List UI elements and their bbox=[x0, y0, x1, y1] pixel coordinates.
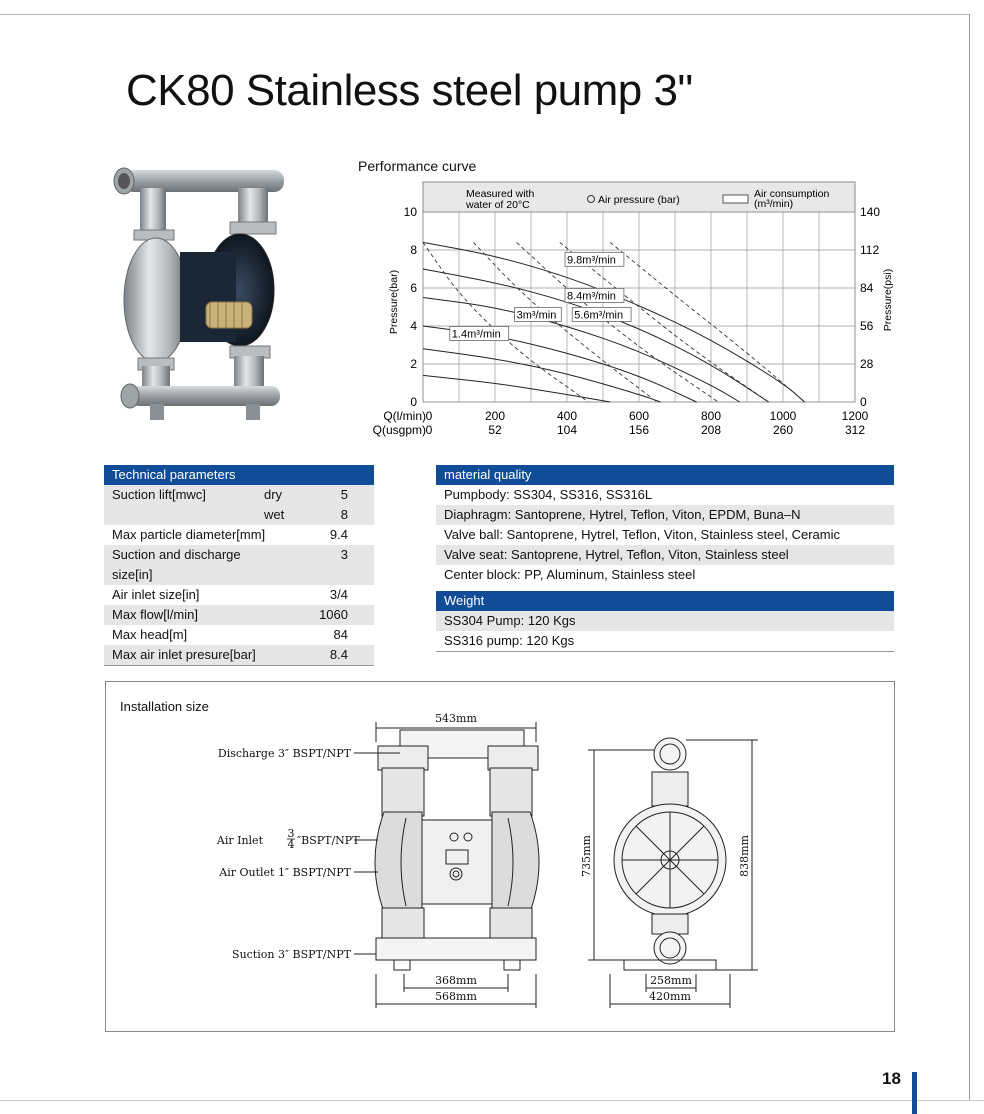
param-sub: dry bbox=[264, 487, 283, 502]
table-row bbox=[104, 505, 374, 525]
legend-measured bbox=[465, 188, 537, 211]
legend-consumption-line1: Air consumption bbox=[754, 188, 830, 200]
y-left-tick: 2 bbox=[410, 357, 417, 371]
chart-title: Performance curve bbox=[358, 158, 477, 174]
table-row: Diaphragm: Santoprene, Hytrel, Teflon, Viton, EPDM, Buna–N bbox=[436, 505, 894, 525]
y-right-tick: 28 bbox=[860, 357, 874, 371]
performance-chart bbox=[354, 176, 894, 446]
x2-tick: 52 bbox=[488, 423, 502, 437]
y-left-tick: 0 bbox=[410, 395, 417, 409]
technical-parameters-table bbox=[104, 465, 374, 666]
consumption-label: 9.8m³/min bbox=[567, 254, 616, 267]
y-right-tick: 0 bbox=[860, 395, 867, 409]
consumption-labels bbox=[450, 252, 631, 340]
x1-tick: 1200 bbox=[841, 409, 869, 423]
installation-size-box bbox=[105, 681, 895, 1032]
param-value: 8.4 bbox=[329, 647, 348, 662]
installation-title: Installation size bbox=[120, 699, 209, 714]
pump-photo bbox=[110, 160, 290, 422]
param-value: 3 bbox=[340, 547, 348, 562]
label-air-inlet-fraction-numerator: 3 bbox=[287, 827, 295, 840]
label-air-inlet: Air Inlet bbox=[216, 834, 263, 847]
param-value: 3/4 bbox=[329, 587, 348, 602]
page-number-bar bbox=[912, 1072, 917, 1114]
pressure-curve bbox=[423, 375, 610, 402]
installation-drawing bbox=[106, 682, 894, 1031]
legend-measured-line2: water of 20°C bbox=[466, 199, 530, 211]
label-air-inlet-fraction-denominator: 4 bbox=[287, 838, 295, 851]
table-row: SS316 pump: 120 Kgs bbox=[444, 633, 575, 648]
dim-735: 735mm bbox=[580, 835, 593, 877]
param-label: Max air inlet presure[bar] bbox=[112, 647, 256, 662]
param-label: Air inlet size[in] bbox=[112, 587, 200, 602]
y-right-tick: 84 bbox=[860, 281, 874, 295]
label-air-outlet: Air Outlet 1″ BSPT/NPT bbox=[219, 866, 351, 879]
legend-measured-line1: Measured with bbox=[466, 188, 535, 200]
dim-368: 368mm bbox=[435, 974, 477, 987]
y-left-tick: 4 bbox=[410, 319, 417, 333]
y-left-tick: 10 bbox=[403, 205, 417, 219]
table-row: Valve seat: Santoprene, Hytrel, Teflon, Viton, Stainless steel bbox=[436, 545, 894, 565]
label-air-inlet-thread: ″BSPT/NPT bbox=[297, 834, 360, 847]
consumption-label: 5.6m³/min bbox=[574, 309, 624, 322]
label-discharge: Discharge 3″ BSPT/NPT bbox=[217, 747, 351, 760]
dim-543: 543mm bbox=[435, 712, 477, 725]
material-quality-header: material quality bbox=[436, 465, 894, 485]
consumption-label: 8.4m³/min bbox=[567, 290, 616, 303]
y-right-label: Pressure(psi) bbox=[882, 268, 894, 332]
param-value: 84 bbox=[333, 627, 348, 642]
consumption-label: 3m³/min bbox=[516, 309, 557, 322]
table-row: SS304 Pump: 120 Kgs bbox=[436, 611, 894, 631]
table-row: Pumpbody: SS304, SS316, SS316L bbox=[444, 487, 653, 502]
page-number: 18 bbox=[882, 1069, 901, 1088]
table-row: Center block: PP, Aluminum, Stainless steel bbox=[444, 567, 696, 582]
x2-tick: 260 bbox=[772, 423, 794, 437]
param-label: Max flow[l/min] bbox=[112, 607, 198, 622]
param-label: Suction lift[mwc] bbox=[112, 487, 206, 502]
y-left-tick: 8 bbox=[410, 243, 417, 257]
legend-consumption-line2: (m³/min) bbox=[754, 198, 794, 210]
dim-838: 838mm bbox=[738, 835, 751, 877]
consumption-label: 1.4m³/min bbox=[451, 328, 501, 341]
x2-tick: 156 bbox=[628, 423, 650, 437]
y-left-tick: 6 bbox=[410, 281, 417, 295]
param-value: 5 bbox=[340, 487, 348, 502]
x1-tick: 1000 bbox=[769, 409, 797, 423]
legend-rect-icon bbox=[723, 195, 748, 203]
x1-tick: 800 bbox=[700, 409, 722, 423]
param-value: 9.4 bbox=[329, 527, 348, 542]
x2-tick: 0 bbox=[425, 423, 433, 437]
y-right-tick: 112 bbox=[860, 243, 880, 257]
param-value: 8 bbox=[340, 507, 348, 522]
x1-tick: 200 bbox=[484, 409, 506, 423]
x1-tick: 0 bbox=[425, 409, 433, 423]
param-sub: wet bbox=[264, 507, 285, 522]
x2-axis-label: Q(usgpm) bbox=[372, 423, 426, 437]
x1-tick: 600 bbox=[628, 409, 650, 423]
table-row bbox=[104, 485, 374, 505]
table-row bbox=[104, 545, 374, 585]
weight-header: Weight bbox=[436, 591, 894, 611]
material-quality-table bbox=[436, 465, 894, 585]
param-label-multiline bbox=[112, 545, 241, 585]
frame-right-line bbox=[969, 14, 970, 1100]
frame-top-line bbox=[0, 14, 970, 15]
x2-tick: 312 bbox=[844, 423, 866, 437]
dim-258: 258mm bbox=[650, 974, 692, 987]
frame-bottom-line bbox=[0, 1100, 984, 1101]
y-left-label: Pressure(bar) bbox=[388, 269, 400, 335]
table-row bbox=[104, 645, 374, 665]
dim-420: 420mm bbox=[649, 990, 691, 1003]
table-row bbox=[104, 525, 374, 545]
weight-table bbox=[436, 591, 894, 652]
param-label-line1: Suction and discharge bbox=[112, 547, 241, 562]
param-label: Max head[m] bbox=[112, 627, 188, 642]
x1-axis-label: Q(l/min) bbox=[383, 409, 426, 423]
table-row bbox=[104, 625, 374, 645]
page-title: CK80 Stainless steel pump 3" bbox=[126, 66, 693, 115]
pressure-curve bbox=[423, 349, 661, 402]
label-suction: Suction 3″ BSPT/NPT bbox=[232, 948, 351, 961]
table-row bbox=[104, 585, 374, 605]
param-label-line2: size[in] bbox=[112, 567, 153, 582]
param-label: Max particle diameter[mm] bbox=[112, 527, 266, 542]
legend-air-pressure: Air pressure (bar) bbox=[598, 194, 680, 206]
y-right-tick: 140 bbox=[860, 205, 881, 219]
x2-tick: 104 bbox=[556, 423, 578, 437]
table-row: Valve ball: Santoprene, Hytrel, Teflon, Viton, Stainless steel, Ceramic bbox=[444, 527, 840, 542]
technical-parameters-header: Technical parameters bbox=[104, 465, 374, 485]
y-right-tick: 56 bbox=[860, 319, 874, 333]
dim-568: 568mm bbox=[435, 990, 477, 1003]
table-row bbox=[104, 605, 374, 625]
x1-tick: 400 bbox=[556, 409, 578, 423]
consumption-curve bbox=[610, 242, 804, 402]
param-value: 1060 bbox=[319, 607, 348, 622]
x2-tick: 208 bbox=[700, 423, 722, 437]
